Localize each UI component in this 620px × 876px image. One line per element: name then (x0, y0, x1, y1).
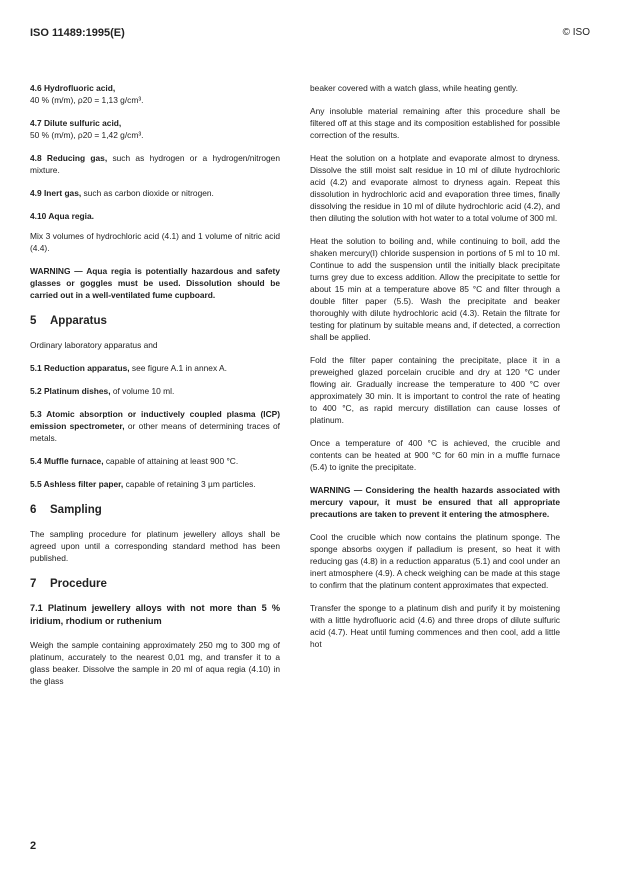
clause-5-4 (30, 455, 280, 467)
clause-5-3 (30, 408, 280, 444)
clause-4-7-text: 50 % (m/m), ρ20 = 1,42 g/cm³. (30, 130, 144, 140)
clause-4-8-text: such as hydrogen or a hydrogen/nitrogen mixture. (30, 153, 280, 175)
clause-5-2 (30, 385, 280, 397)
clause-5-3-text: or other means of determining traces of metals. (30, 421, 281, 443)
warning-aqua-regia: WARNING — Aqua regia is potentially hazardous and safety glasses or goggles must be used. Dissolution should be carried out in a well-ventilated fume cupboard. (30, 266, 280, 300)
paragraph-8: Transfer the sponge to a platinum dish and purify it by moistening with a little hydrofluoric acid (4.6) and three drops of dilute sulfuric acid (4.7). Heat until fuming commences and then cool, add a little hot (310, 603, 560, 649)
clause-5-2-heading: 5.2 Platinum dishes, (30, 386, 111, 396)
warning-mercury-vapour: WARNING — Considering the health hazards associated with mercury vapour, it must be ensured that all appropriate precautions are taken to prevent it entering the atmosphere. (310, 485, 560, 519)
clause-5-5-text: capable of retaining 3 µm particles. (125, 479, 256, 489)
clause-5-3-heading: 5.3 Atomic absorption or inductively coupled plasma (ICP) emission spectrometer, (30, 409, 280, 431)
paragraph-6: Once a temperature of 400 °C is achieved, the crucible and contents can be heated at 900 °C for 60 min in a muffle furnace (5.4) to ignite the precipitate. (310, 438, 560, 472)
section-7-number: 7 (30, 578, 37, 590)
clause-5-4-text: capable of attaining at least 900 °C. (105, 456, 239, 466)
paragraph-7: Cool the crucible which now contains the platinum sponge. The sponge absorbs oxygen if palladium is present, so heat it with reducing gas (4.8) in a reduction apparatus (5.1) and cool under an inert atmosphere (4.9). A check weighing can be made at this stage to confirm that the platinum content approximates that expected. (310, 532, 560, 590)
clause-5-1 (30, 362, 280, 374)
clause-4-10-heading: 4.10 Aqua regia. (30, 211, 94, 221)
paragraph-4: Heat the solution to boiling and, while continuing to boil, add the shaken mercury(I) chloride suspension in portions of 5 ml to 10 ml. Continue to add the suspension until the initially black precipitate turns grey due to excess addition. Allow the precipitate to settle for about 15 min at a temperature above 85 °C and filter through a double filter paper (5.5). Wash the precipitate and beaker thoroughly with dilute hydrochloric acid (4.3). Retain the filtrate for testing for platinum by suitable means and, if detected, a correction shall be applied. (310, 236, 560, 342)
clause-4-7-heading: 4.7 Dilute sulfuric acid, (30, 118, 122, 128)
clause-5-1-heading: 5.1 Reduction apparatus, (30, 363, 130, 373)
page-number: 2 (30, 840, 37, 852)
paragraph-2: Any insoluble material remaining after this procedure shall be filtered off at this stage and its composition established for possible correction of the results. (310, 106, 560, 140)
section-5-title (30, 315, 280, 327)
section-6-number: 6 (30, 504, 37, 516)
clause-4-9 (30, 187, 280, 199)
paragraph-5: Fold the filter paper containing the precipitate, place it in a preweighed glazed porcelain crucible and dry at 120 °C under flowing air. Gradually increase the temperature to 400 °C over approximately 30 min. It is important to control the rate of heating to 400 °C, as rapid mercury distillation can cause losses of platinum. (310, 355, 560, 425)
clause-4-8-heading: 4.8 Reducing gas, (30, 153, 108, 163)
clause-5-5-heading: 5.5 Ashless filter paper, (30, 479, 124, 489)
clause-5-1-text: see figure A.1 in annex A. (131, 363, 227, 373)
section-6-label: Sampling (50, 504, 102, 516)
document-id: ISO 11489:1995(E) (30, 27, 125, 39)
paragraph-1: beaker covered with a watch glass, while heating gently. (310, 83, 518, 93)
clause-5-2-text: of volume 10 ml. (112, 386, 175, 396)
clause-7-1-text: Weigh the sample containing approximately 250 mg to 300 mg of platinum, accurately to the nearest 0,01 mg, and transfer it to a glass beaker. Dissolve the sample in 20 ml of aqua regia (4.10) in the glass (30, 640, 280, 686)
clause-7-1-heading: 7.1 Platinum jewellery alloys with not more than 5 % iridium, rhodium or ruthenium (30, 603, 280, 626)
clause-4-10-text: Mix 3 volumes of hydrochloric acid (4.1) and 1 volume of nitric acid (4.4). (30, 231, 280, 253)
clause-4-9-heading: 4.9 Inert gas, (30, 188, 82, 198)
left-column (30, 82, 280, 698)
section-7-title (30, 578, 280, 590)
copyright-mark: © ISO (562, 27, 590, 38)
clause-4-6-text: 40 % (m/m), ρ20 = 1,13 g/cm³. (30, 95, 144, 105)
right-column (310, 82, 560, 661)
section-5-label: Apparatus (50, 315, 107, 327)
section-6-title (30, 504, 280, 516)
section-5-number: 5 (30, 315, 37, 327)
section-7-label: Procedure (50, 578, 107, 590)
clause-4-6-heading: 4.6 Hydrofluoric acid, (30, 83, 116, 93)
clause-4-8 (30, 152, 280, 176)
paragraph-3: Heat the solution on a hotplate and evaporate almost to dryness. Dissolve the still moist salt residue in 10 ml of dilute hydrochloric acid (4.2) and evaporate almost to dryness again. Repeat this dissolution in hydrochloric acid and evaporation three times, finally dissolving the residue in 10 ml of dilute hydrochloric acid (4.2), and then diluting the solution with hot water to a total volume of 300 ml. (310, 153, 560, 223)
clause-4-9-text: such as carbon dioxide or nitrogen. (83, 188, 214, 198)
section-6-text: The sampling procedure for platinum jewellery alloys shall be agreed upon until a corresponding standard method has been published. (30, 529, 280, 563)
clause-5-4-heading: 5.4 Muffle furnace, (30, 456, 104, 466)
clause-5-5 (30, 478, 280, 490)
section-5-intro: Ordinary laboratory apparatus and (30, 340, 158, 350)
